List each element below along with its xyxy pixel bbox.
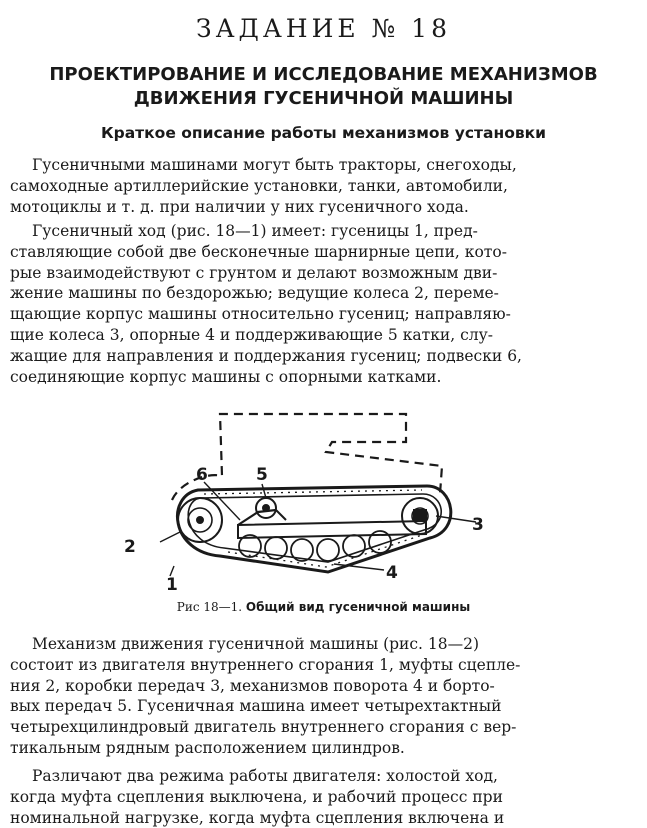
figure-label-5: 5 — [256, 465, 268, 485]
text-line: ставляющие собой две бесконечные шарнирные цепи, кото- — [10, 242, 507, 261]
text-line: жащие для направления и поддержания гусениц; подвески 6, — [10, 346, 522, 365]
leader-line-3 — [436, 516, 476, 522]
text-line: ния 2, коробки передач 3, механизмов поворота 4 и борто- — [10, 676, 495, 695]
figure-label-1: 1 — [166, 575, 178, 594]
support-roller — [256, 498, 286, 520]
text-line: Гусеничными машинами могут быть тракторы, снегоходы, — [32, 156, 517, 174]
text-line: номинальной нагрузке, когда муфта сцепления включена и — [10, 808, 505, 827]
suspension-beam — [238, 521, 426, 538]
tracked-vehicle-figure — [100, 404, 520, 594]
assignment-subtitle — [0, 63, 647, 111]
text-line: жение машины по бездорожью; ведущие колеса 2, переме- — [10, 284, 499, 303]
drive-sprocket — [178, 498, 222, 542]
text-line: Различают два режима работы двигателя: холостой ход, — [32, 767, 498, 785]
subtitle-line: ДВИЖЕНИЯ ГУСЕНИЧНОЙ МАШИНЫ — [133, 88, 514, 109]
figure-label-6: 6 — [196, 465, 208, 485]
figure-label-4: 4 — [386, 563, 398, 583]
text-line: четырехцилиндровый двигатель внутреннего сгорания с вер- — [10, 718, 517, 737]
track-shoes — [204, 490, 422, 567]
text-line: мотоциклы и т. д. при наличии у них гусеничного хода. — [10, 197, 469, 216]
leader-line-2 — [160, 532, 180, 542]
leader-line-5 — [262, 484, 266, 498]
caption-text: Общий вид гусеничной машины — [245, 600, 471, 614]
text-line: самоходные артиллерийские установки, танки, автомобили, — [10, 176, 508, 195]
track-inner — [188, 494, 441, 562]
text-line: вых передач 5. Гусеничная машина имеет четырехтактный — [10, 697, 502, 716]
text-line: состоит из двигателя внутреннего сгорания 1, муфты сцепле- — [10, 655, 521, 674]
paragraph-track-description — [10, 221, 634, 387]
text-line: Гусеничный ход (рис. 18—1) имеет: гусеницы 1, пред- — [32, 222, 478, 240]
text-line: рые взаимодействуют с грунтом и делают возможным дви- — [10, 263, 498, 282]
text-line: тикальным рядным расположением цилиндров. — [10, 738, 405, 757]
text-line: соединяющие корпус машины с опорными катками. — [10, 367, 442, 386]
subtitle-line: ПРОЕКТИРОВАНИЕ И ИССЛЕДОВАНИЕ МЕХАНИЗМОВ — [49, 64, 598, 85]
text-line: щие колеса 3, опорные 4 и поддерживающие 5 катки, слу- — [10, 325, 493, 344]
text-line: щающие корпус машины относительно гусениц; направляю- — [10, 305, 511, 324]
text-line: когда муфта сцепления выключена, и рабочий процесс при — [10, 787, 503, 806]
paragraph-engine-modes — [10, 766, 634, 828]
figure-label-2: 2 — [124, 537, 136, 557]
paragraph-drive-mechanism — [10, 634, 634, 759]
text-line: Механизм движения гусеничной машины (рис. 18—2) — [32, 635, 480, 653]
paragraph-intro — [10, 155, 634, 217]
assignment-title: ЗАДАНИЕ № 18 — [196, 14, 451, 43]
idler-wheel — [402, 498, 438, 534]
caption-number: Рис 18—1. — [176, 600, 243, 614]
track-outer — [177, 486, 450, 572]
section-heading: Краткое описание работы механизмов установки — [100, 124, 547, 142]
figure-caption — [0, 600, 647, 614]
figure-label-3: 3 — [472, 515, 484, 535]
